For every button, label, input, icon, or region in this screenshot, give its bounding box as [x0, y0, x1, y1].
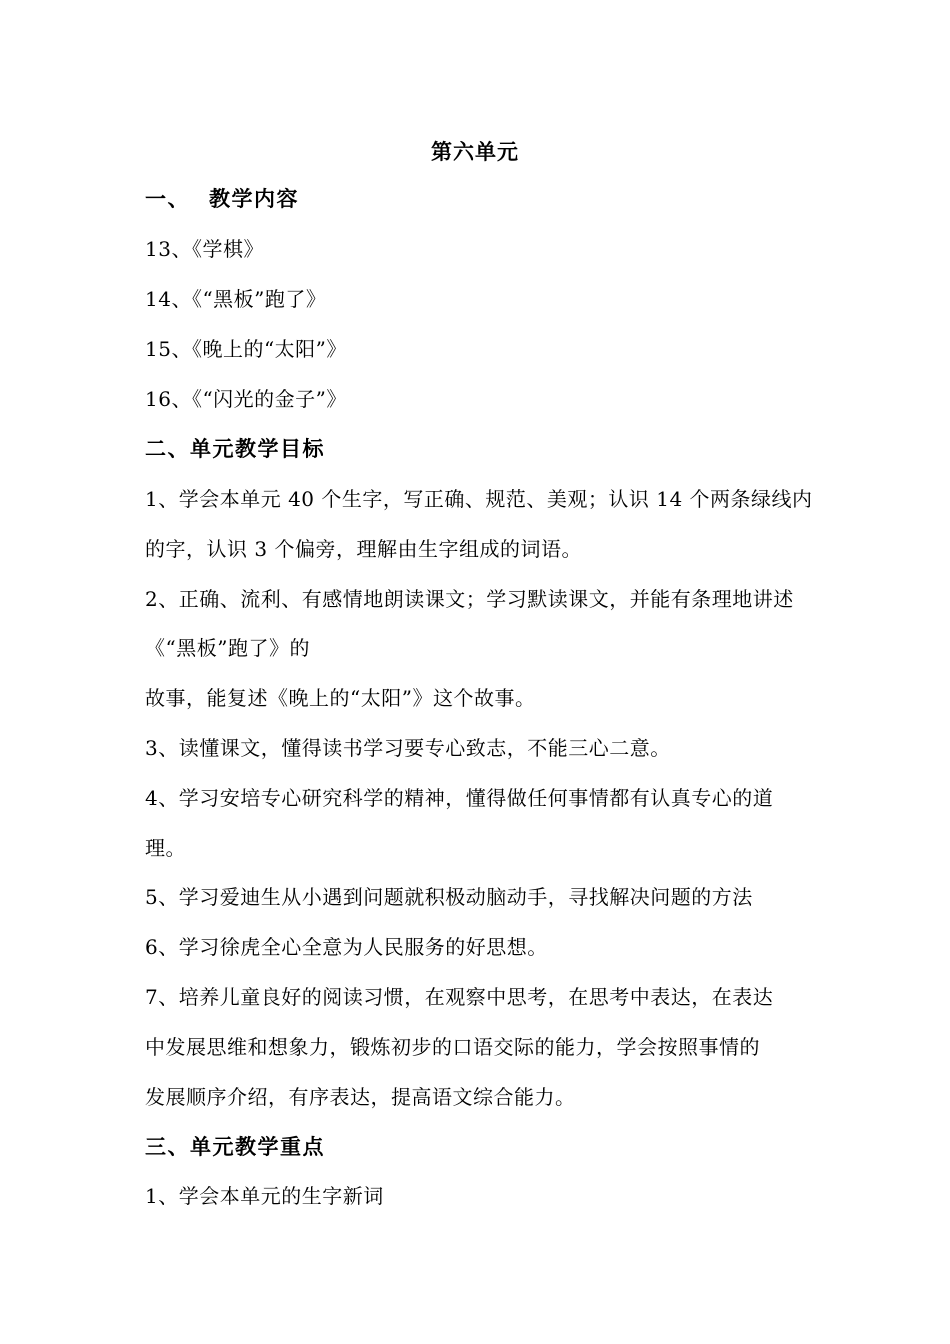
- goal-line: 6、学习徐虎全心全意为人民服务的好思想。: [145, 935, 548, 959]
- section-heading-unit-focus: 三、单元教学重点: [145, 1134, 325, 1159]
- goal-line: 4、学习安培专心研究科学的精神，懂得做任何事情都有认真专心的道: [145, 786, 774, 810]
- lesson-item: 16、《“闪光的金子”》: [145, 387, 347, 411]
- section-number: 一、: [145, 186, 190, 211]
- goal-line: 5、学习爱迪生从小遇到问题就积极动脑动手，寻找解决问题的方法: [145, 885, 753, 909]
- section-heading-teaching-content: [145, 184, 815, 214]
- page-title: 第六单元: [431, 139, 519, 164]
- goal-line: 《“黑板”跑了》的: [145, 636, 310, 660]
- goal-line: 2、正确、流利、有感情地朗读课文；学习默读课文，并能有条理地讲述: [145, 587, 794, 611]
- goal-line: 1、学会本单元 40 个生字，写正确、规范、美观；认识 14 个两条绿线内: [145, 487, 813, 511]
- goal-line: 理。: [145, 836, 186, 860]
- focus-line: 1、学会本单元的生字新词: [145, 1184, 384, 1208]
- goal-line: 3、读懂课文，懂得读书学习要专心致志，不能三心二意。: [145, 736, 671, 760]
- lesson-item: 14、《“黑板”跑了》: [145, 287, 327, 311]
- lesson-item: 15、《晚上的“太阳”》: [145, 337, 347, 361]
- goal-line: 7、培养儿童良好的阅读习惯，在观察中思考，在思考中表达，在表达: [145, 985, 774, 1009]
- goal-line: 故事，能复述《晚上的“太阳”》这个故事。: [145, 686, 536, 710]
- goal-line: 发展顺序介绍，有序表达，提高语文综合能力。: [145, 1085, 576, 1109]
- goal-line: 的字，认识 3 个偏旁，理解由生字组成的词语。: [145, 537, 582, 561]
- section-title: 教学内容: [209, 186, 299, 211]
- section-heading-unit-goals: 二、单元教学目标: [145, 436, 325, 461]
- goal-line: 中发展思维和想象力，锻炼初步的口语交际的能力，学会按照事情的: [145, 1035, 760, 1059]
- lesson-item: 13、《学棋》: [145, 237, 264, 261]
